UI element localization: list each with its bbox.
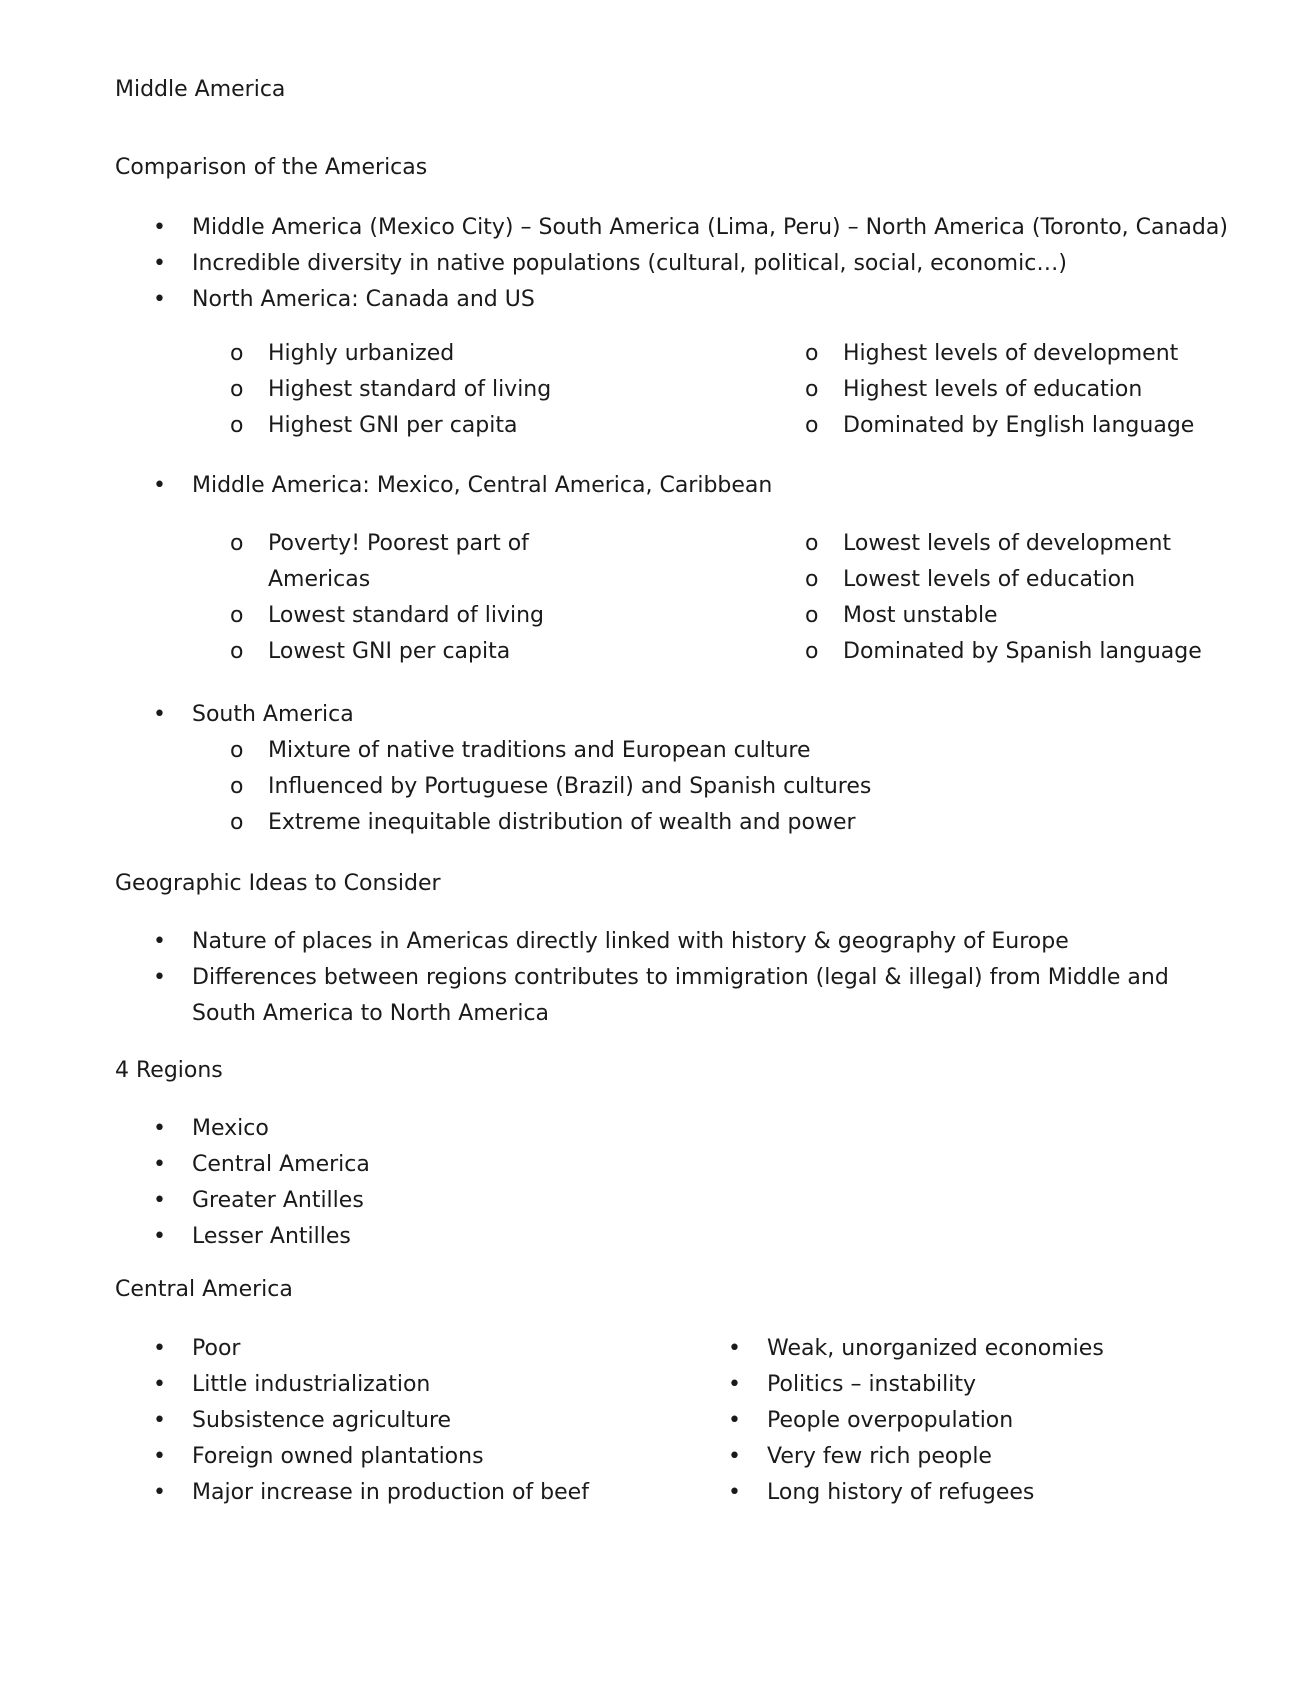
north-america-left-list <box>230 336 750 444</box>
list-item: • Long history of refugees <box>690 1475 1270 1511</box>
list-item: o Poverty! Poorest part of Americas <box>230 526 560 598</box>
regions-bullets <box>115 1111 715 1255</box>
list-item: • Incredible diversity in native populations (cultural, political, social, economic…) <box>115 246 1265 282</box>
list-item: o Most unstable <box>805 598 1255 634</box>
list-item: o Extreme inequitable distribution of wealth and power <box>230 805 1130 841</box>
south-america-bullet <box>115 697 1265 733</box>
central-america-right-list <box>690 1331 1270 1511</box>
list-item: • Mexico <box>115 1111 715 1147</box>
list-item: • Foreign owned plantations <box>115 1439 695 1475</box>
regions-heading: 4 Regions <box>115 1058 223 1083</box>
list-item: o Highest GNI per capita <box>230 408 750 444</box>
geographic-heading: Geographic Ideas to Consider <box>115 871 441 896</box>
list-item: o Highest levels of education <box>805 372 1255 408</box>
central-america-heading: Central America <box>115 1277 293 1302</box>
middle-america-left-list <box>230 526 560 670</box>
list-item: • Major increase in production of beef <box>115 1475 695 1511</box>
north-america-right-list <box>805 336 1255 444</box>
page-title: Middle America <box>115 77 286 102</box>
list-item: • Politics – instability <box>690 1367 1270 1403</box>
list-item: o Highly urbanized <box>230 336 750 372</box>
comparison-heading: Comparison of the Americas <box>115 155 428 180</box>
list-item: o Dominated by Spanish language <box>805 634 1255 670</box>
list-item: o Lowest standard of living <box>230 598 560 634</box>
list-item: • Very few rich people <box>690 1439 1270 1475</box>
list-item: • Middle America (Mexico City) – South America (Lima, Peru) – North America (Toronto, Canada) <box>115 210 1265 246</box>
central-america-left-list <box>115 1331 695 1511</box>
geographic-bullets <box>115 924 1205 1032</box>
list-item: • Greater Antilles <box>115 1183 715 1219</box>
list-item: • People overpopulation <box>690 1403 1270 1439</box>
list-item: o Influenced by Portuguese (Brazil) and Spanish cultures <box>230 769 1130 805</box>
comparison-bullets <box>115 210 1265 318</box>
list-item: • Poor <box>115 1331 695 1367</box>
list-item: o Lowest levels of education <box>805 562 1255 598</box>
list-item: o Lowest levels of development <box>805 526 1255 562</box>
list-item: • Lesser Antilles <box>115 1219 715 1255</box>
list-item: • Subsistence agriculture <box>115 1403 695 1439</box>
south-america-sub-list <box>230 733 1130 841</box>
list-item: • Central America <box>115 1147 715 1183</box>
list-item: • Middle America: Mexico, Central America, Caribbean <box>115 468 1265 504</box>
middle-america-right-list <box>805 526 1255 670</box>
list-item: • Weak, unorganized economies <box>690 1331 1270 1367</box>
list-item: o Highest levels of development <box>805 336 1255 372</box>
list-item: • Nature of places in Americas directly linked with history & geography of Europe <box>115 924 1205 960</box>
middle-america-bullet <box>115 468 1265 504</box>
list-item: o Dominated by English language <box>805 408 1255 444</box>
list-item: • North America: Canada and US <box>115 282 1265 318</box>
list-item: • Little industrialization <box>115 1367 695 1403</box>
list-item: • Differences between regions contributes to immigration (legal & illegal) from Middle and South America to North America <box>115 960 1205 1032</box>
list-item: o Mixture of native traditions and European culture <box>230 733 1130 769</box>
list-item: o Lowest GNI per capita <box>230 634 560 670</box>
list-item: • South America <box>115 697 1265 733</box>
list-item: o Highest standard of living <box>230 372 750 408</box>
